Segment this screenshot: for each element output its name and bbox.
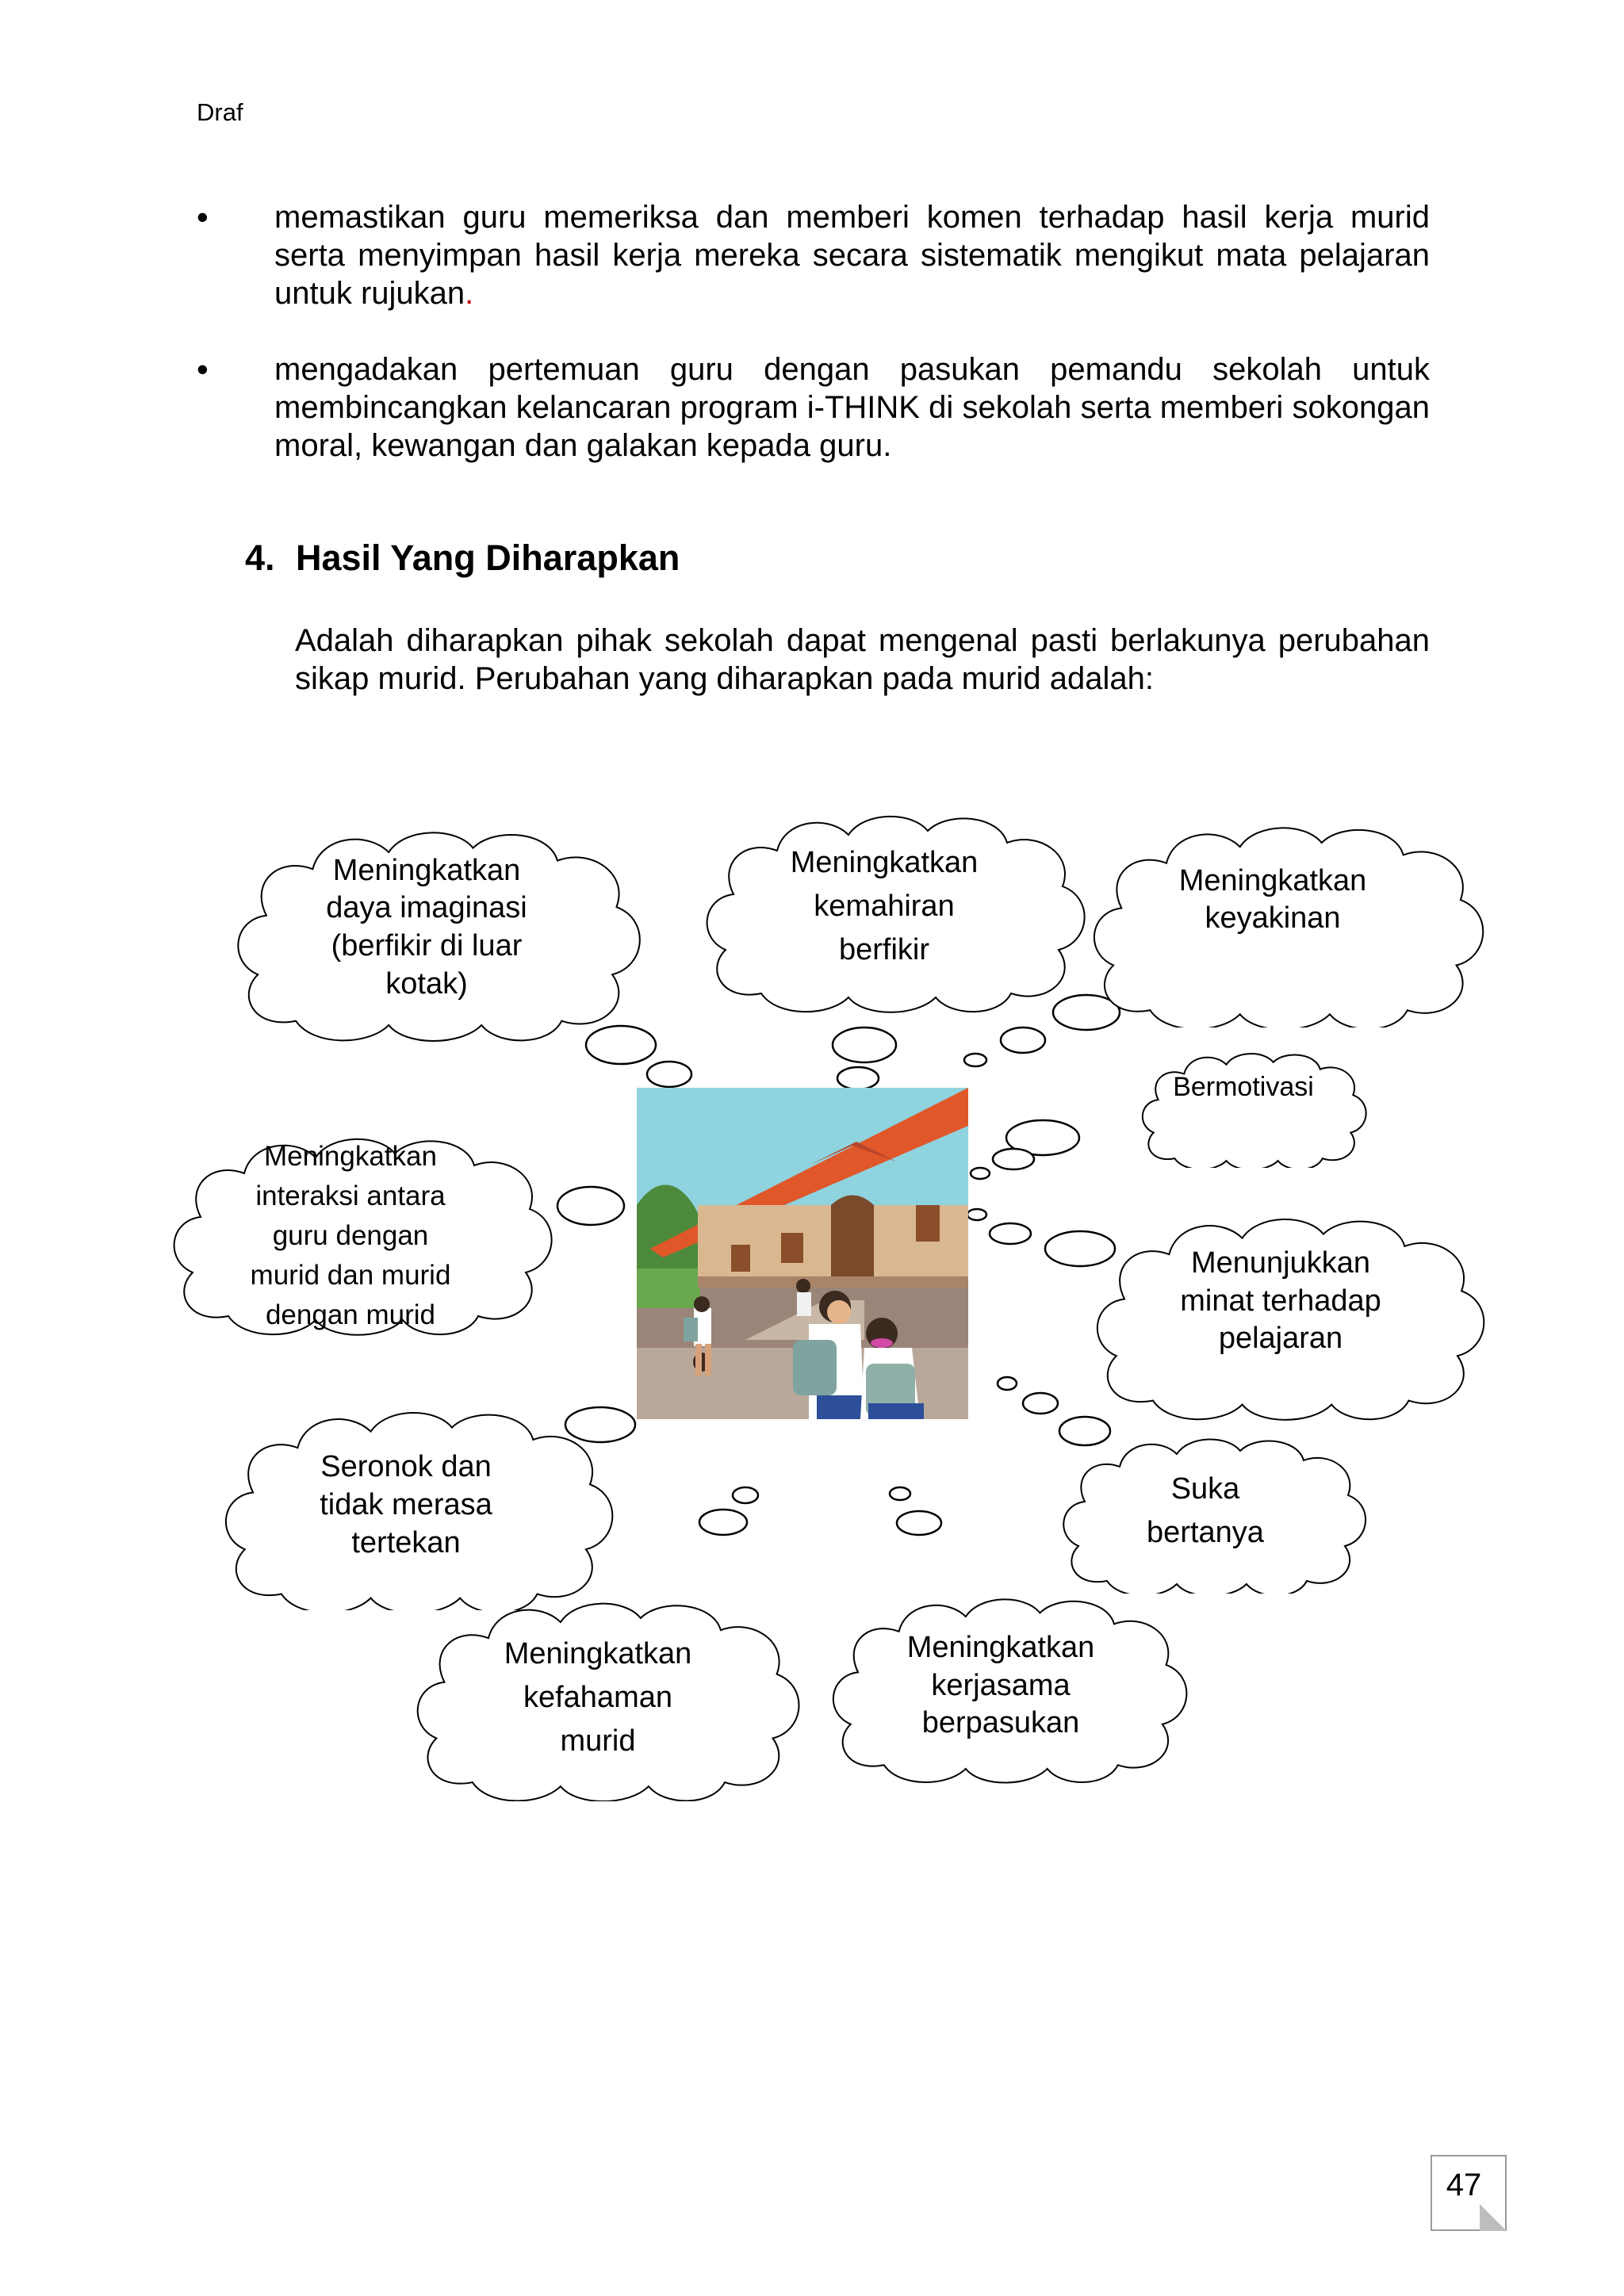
cloud-text-line: guru dengan [272,1220,429,1251]
thought-cloud [226,1413,612,1613]
cloud-text-line: murid [560,1724,636,1758]
thought-cloud [238,832,639,1041]
cloud-text-line: tertekan [351,1526,461,1559]
bullet-icon: • [197,198,209,235]
cloud-text-line: interaksi antara [255,1181,446,1211]
cloud-text-line: kefahaman [523,1681,673,1714]
cloud-text-line: Meningkatkan [1178,864,1367,897]
cloud-text-line: tidak merasa [320,1488,492,1521]
section-number: 4. [245,538,275,578]
thought-cloud [707,817,1085,1012]
cloud-text-line: kemahiran [814,890,955,923]
cloud-text-line: Meningkatkan [906,1631,1095,1664]
cloud-text-line: Meningkatkan [332,854,521,887]
cloud-text-line: Meningkatkan [264,1141,437,1172]
section-title: Hasil Yang Diharapkan [296,538,680,578]
bullet-text: mengadakan pertemuan guru dengan pasukan pemandu sekolah untuk membincangkan kelancaran program i-THINK di sekolah serta memberi sokongan moral, kewangan dan galakan kepada guru. [274,352,1430,463]
page-number-box [1431,2155,1507,2231]
cloud-text-line: Meningkatkan [504,1637,692,1670]
cloud-text-line: daya imaginasi [326,891,527,924]
section-heading [245,538,680,579]
cloud-text-line: berfikir [838,933,930,966]
thought-cloud-diagram [0,761,1624,1831]
thought-cloud [1094,828,1483,1029]
cloud-text-line: Suka [1170,1472,1240,1506]
thought-cloud [174,1139,552,1335]
section-intro: Adalah diharapkan pihak sekolah dapat mengenal pasti berlakunya perubahan sikap murid. Perubahan yang diharapkan pada murid adalah: [295,623,1430,696]
bullet-text: memastikan guru memeriksa dan memberi komen terhadap hasil kerja murid serta menyimpan hasil kerja mereka secara sistematik mengikut mata pelajaran untuk rujukan. [274,200,1430,311]
cloud-text-line: murid dan murid [250,1260,451,1291]
bullet-icon: • [197,350,209,388]
cloud-text-line: Menunjukkan [1190,1246,1371,1280]
cloud-text-line: berpasukan [921,1706,1080,1739]
cloud-text-line: keyakinan [1205,901,1341,935]
cloud-text-line: Bermotivasi [1173,1072,1314,1102]
cloud-text-line: Seronok dan [320,1450,492,1483]
cloud-text-line: dengan murid [265,1299,436,1330]
cloud-text-line: kotak) [385,967,468,1001]
cloud-text-line: pelajaran [1218,1322,1343,1355]
cloud-text-line: Meningkatkan [790,846,979,879]
thought-cloud [1063,1439,1365,1596]
cloud-text-line: kerjasama [931,1669,1071,1702]
cloud-text-line: minat terhadap [1180,1284,1381,1318]
draft-label: Draf [197,98,243,126]
cloud-text-line: (berfikir di luar [331,929,523,962]
thought-cloud [1143,1054,1366,1169]
page-number: 47 [1446,2168,1482,2202]
school-students-illustration [637,1088,968,1419]
thought-cloud [833,1599,1187,1782]
cloud-text-line: bertanya [1147,1516,1264,1549]
thought-cloud [1097,1219,1484,1420]
page-curl-icon [1480,2204,1507,2231]
thought-cloud [418,1604,799,1801]
